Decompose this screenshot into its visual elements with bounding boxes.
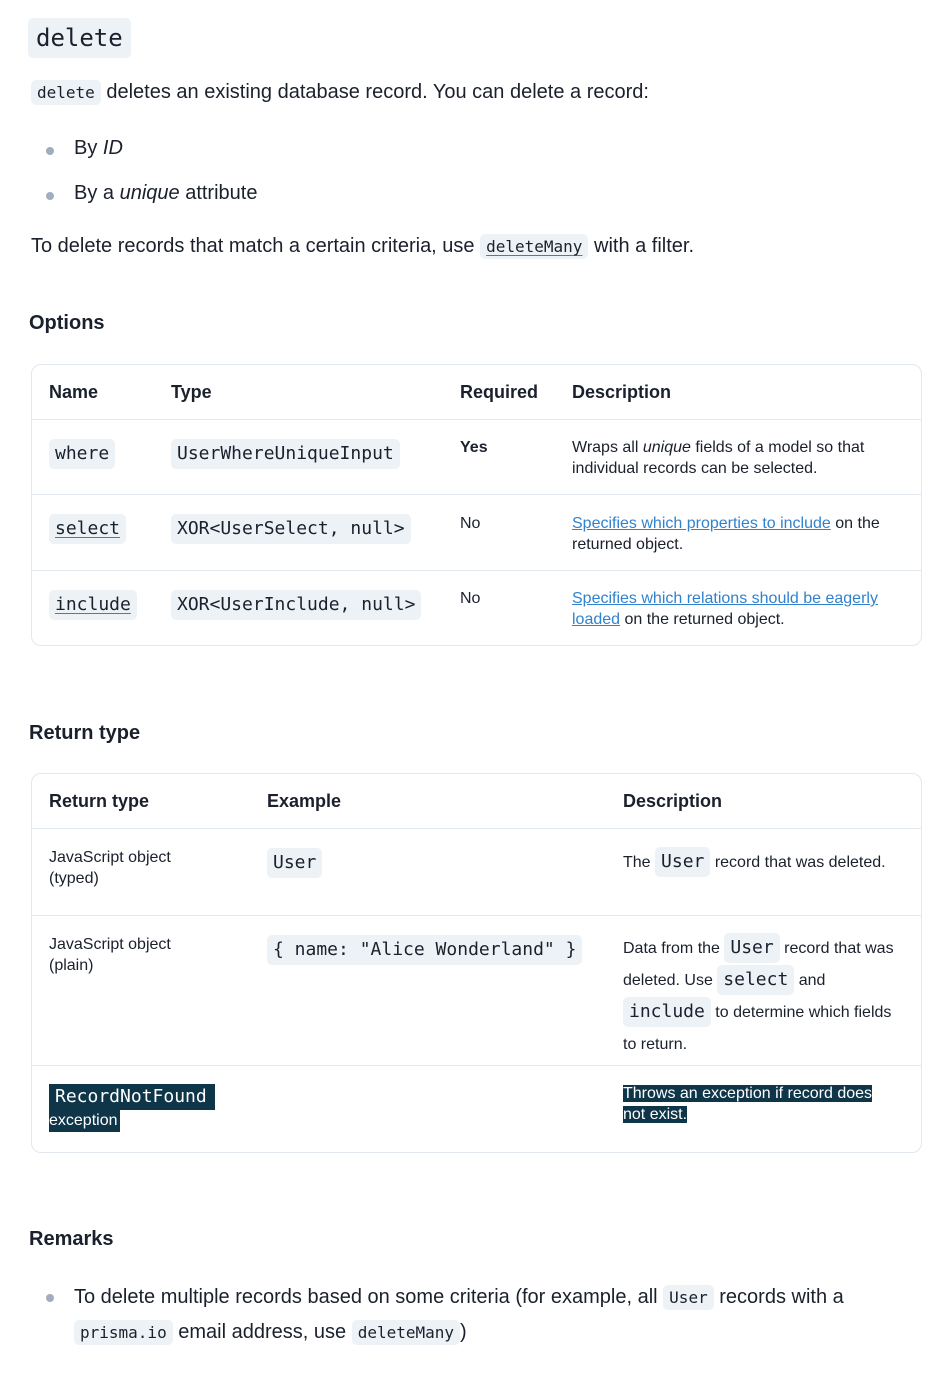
- column-header: Description: [572, 382, 672, 402]
- table-row: [32, 495, 921, 571]
- bullet-icon: [46, 192, 54, 200]
- options-table: [31, 364, 922, 646]
- column-header: Type: [171, 382, 212, 402]
- list-item: By a unique attribute: [44, 179, 257, 207]
- return-type-name: JavaScript object (plain): [49, 936, 171, 974]
- option-description: Specifies which properties to include on the returned object.: [572, 515, 880, 553]
- table-header-row: [32, 774, 921, 829]
- option-required: No: [460, 590, 481, 607]
- column-header: Return type: [49, 791, 150, 811]
- select-link[interactable]: select: [49, 514, 126, 544]
- table-row: [32, 571, 921, 645]
- table-row: [32, 829, 921, 916]
- deletemany-link[interactable]: deleteMany: [480, 234, 588, 259]
- list-item: To delete multiple records based on some criteria (for example, all User records with a prisma.io email address, use deleteMany ): [44, 1280, 904, 1350]
- option-name: where: [49, 439, 115, 469]
- return-description: Throws an exception if record does not exist.: [623, 1085, 873, 1123]
- exception-code: RecordNotFound: [55, 1086, 207, 1107]
- option-required: No: [460, 515, 481, 532]
- return-type-heading: Return type: [29, 722, 141, 744]
- method-title: delete: [28, 18, 131, 58]
- column-header: Name: [49, 382, 99, 402]
- column-header: Description: [623, 791, 723, 811]
- return-type-name: RecordNotFound exception: [32, 1066, 267, 1152]
- criteria-paragraph: To delete records that match a certain criteria, use deleteMany with a filter.: [31, 235, 695, 257]
- remarks-heading: Remarks: [29, 1228, 114, 1250]
- return-type-name: JavaScript object (typed): [49, 849, 171, 887]
- include-link[interactable]: include: [49, 590, 137, 620]
- option-description: Specifies which relations should be eagerly loaded on the returned object.: [572, 590, 878, 628]
- option-description: Wraps all unique fields of a model so that individual records can be selected.: [572, 439, 865, 477]
- return-example: [267, 1066, 623, 1152]
- option-type: UserWhereUniqueInput: [171, 439, 400, 469]
- table-row: [32, 420, 921, 495]
- inline-code: delete: [31, 80, 101, 105]
- return-example: { name: "Alice Wonderland" }: [267, 935, 582, 965]
- option-type: XOR<UserInclude, null>: [171, 590, 421, 620]
- include-docs-link[interactable]: Specifies which relations should be eagerly loaded: [572, 590, 878, 628]
- select-docs-link[interactable]: Specifies which properties to include: [572, 515, 831, 532]
- option-type: XOR<UserSelect, null>: [171, 514, 411, 544]
- delete-methods-list: [44, 134, 257, 207]
- list-item: By ID: [44, 134, 257, 162]
- column-header: Example: [267, 791, 342, 811]
- option-required: Yes: [460, 439, 488, 456]
- remarks-list: [44, 1280, 904, 1350]
- table-row: [32, 1066, 921, 1152]
- return-type-table: [31, 773, 922, 1153]
- table-row: [32, 916, 921, 1066]
- options-heading: Options: [29, 312, 105, 334]
- bullet-icon: [46, 1294, 54, 1302]
- column-header: Required: [460, 382, 539, 402]
- intro-paragraph: delete deletes an existing database record. You can delete a record:: [31, 78, 649, 107]
- bullet-icon: [46, 147, 54, 155]
- table-header-row: [32, 365, 921, 420]
- return-description: The User record that was deleted.: [623, 829, 903, 915]
- return-example: User: [267, 848, 322, 878]
- return-description: Data from the User record that was deleted. Use select and include to determine which fields to return.: [623, 916, 903, 1065]
